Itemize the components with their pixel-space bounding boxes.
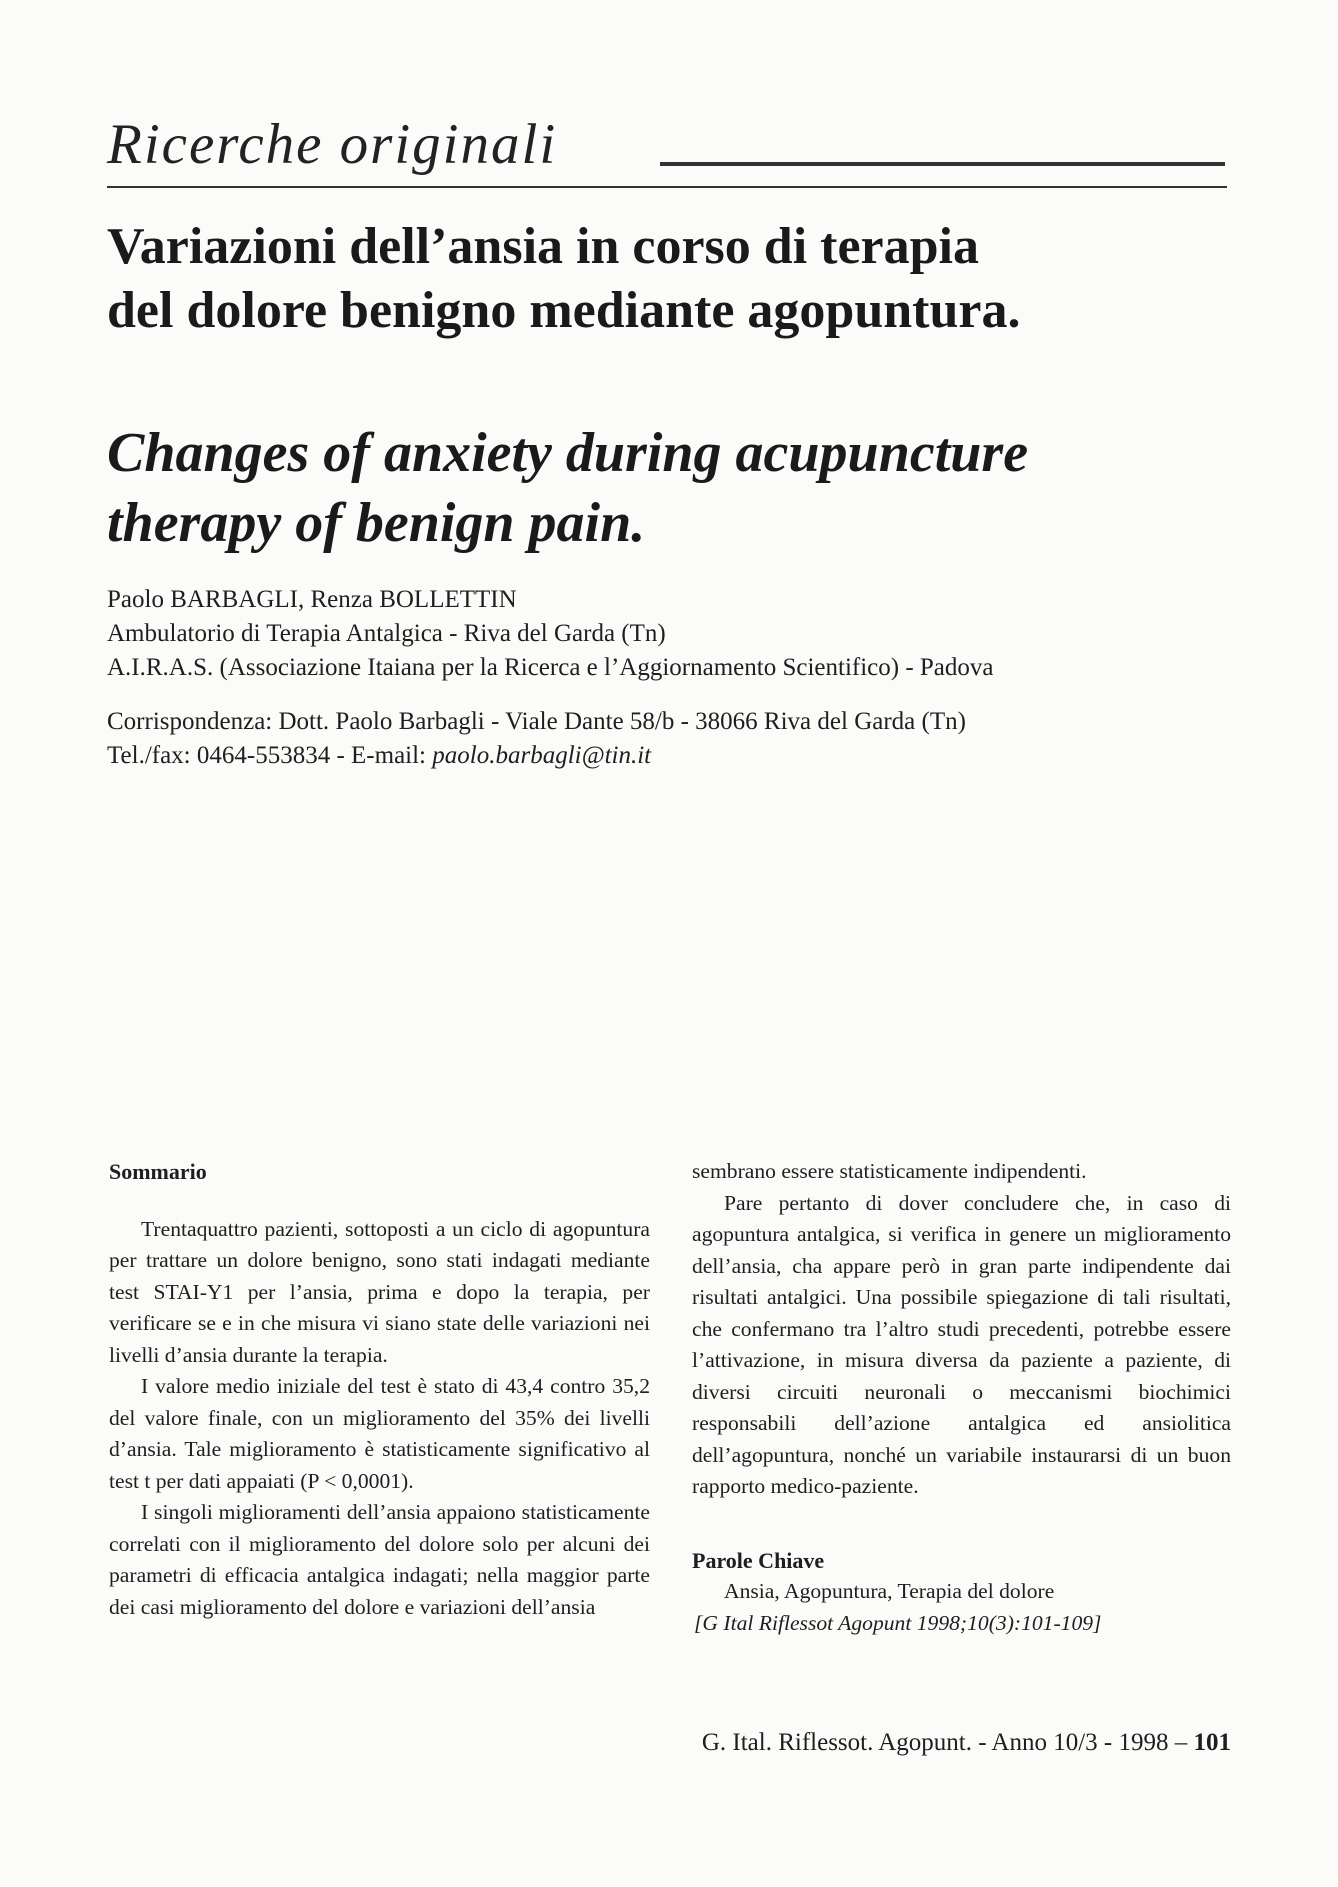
title-italian [107,215,1227,343]
summary-paragraph-3-continued: sembrano essere statisticamente indipendenti. [692,1159,1087,1183]
affiliation-2: A.I.R.A.S. (Associazione Itaiana per la Ricerca e l’Aggiornamento Scientifico) - Padova [107,654,994,681]
keywords-list: Ansia, Agopuntura, Terapia del dolore [724,1579,1055,1603]
correspondence-block [107,705,1227,773]
summary-paragraph-3: I singoli miglioramenti dell’ansia appaiono statisticamente correlati con il miglioramento del dolore solo per alcuni dei parametri di efficacia antalgica indagati; nella maggior parte dei casi miglioramento del dolore e variazioni dell’ansia [109,1500,650,1619]
section-label-bar [660,162,1225,166]
phone-fax: Tel./fax: 0464-553834 - E-mail: [107,742,433,769]
summary-column-left [109,1156,650,1623]
summary-paragraph-1: Trentaquattro pazienti, sottoposti a un ciclo di agopuntura per trattare un dolore benigno, sono stati indagati mediante test STAI-Y1 per l’ansia, prima e dopo la terapia, per verificare se e in che misura vi siano state delle variazioni nei livelli d’ansia durante la terapia. [109,1216,650,1367]
footer-journal: G. Ital. Riflessot. Agopunt. - Anno 10/3 - 1998 – [701,1729,1194,1756]
citation: [G Ital Riflessot Agopunt 1998;10(3):101-109] [694,1610,1102,1635]
page-number: 101 [1193,1729,1231,1756]
summary-paragraph-4: Pare pertanto di dover concludere che, in caso di agopuntura antalgica, si verifica in genere un miglioramento dell’ansia, cha appare però in gran parte indipendente dai risultati antalgici. Una possibile spiegazione di tali risultati, che confermano tra l’altro studi precedenti, potrebbe essere l’attivazione, in misura diversa da paziente a paziente, di diversi circuiti neuronali o meccanismi biochimici responsabili dell’azione antalgica ed ansiolitica dell’agopuntura, nonché un variabile instaurarsi di un buon rapporto medico-paziente. [692,1190,1231,1498]
summary-heading: Sommario [109,1159,207,1184]
header-rule [107,186,1227,188]
author-names: Paolo BARBAGLI, Renza BOLLETTIN [107,586,517,613]
author-block [107,583,1227,685]
page-footer [662,1729,1231,1757]
title-italian-line-1: Variazioni dell’ansia in corso di terapia [107,218,979,275]
title-english [107,418,1227,558]
email-address: paolo.barbagli@tin.it [432,742,652,769]
summary-paragraph-2: I valore medio iniziale del test è stato di 43,4 contro 35,2 del valore finale, con un miglioramento del 35% dei livelli d’ansia. Tale miglioramento è statisticamente significativo al test t per dati appaiati (P < 0,0001). [109,1374,650,1493]
correspondence-address: Corrispondenza: Dott. Paolo Barbagli - Viale Dante 58/b - 38066 Riva del Garda (Tn) [107,708,966,735]
section-label: Ricerche originali [107,113,558,176]
title-english-line-2: therapy of benign pain. [107,492,646,554]
title-english-line-1: Changes of anxiety during acupuncture [107,422,1029,484]
keywords-heading: Parole Chiave [692,1547,825,1573]
contact-line [107,739,1227,773]
summary-column-right [692,1156,1231,1639]
title-italian-line-2: del dolore benigno mediante agopuntura. [107,282,1021,339]
affiliation-1: Ambulatorio di Terapia Antalgica - Riva del Garda (Tn) [107,620,666,647]
